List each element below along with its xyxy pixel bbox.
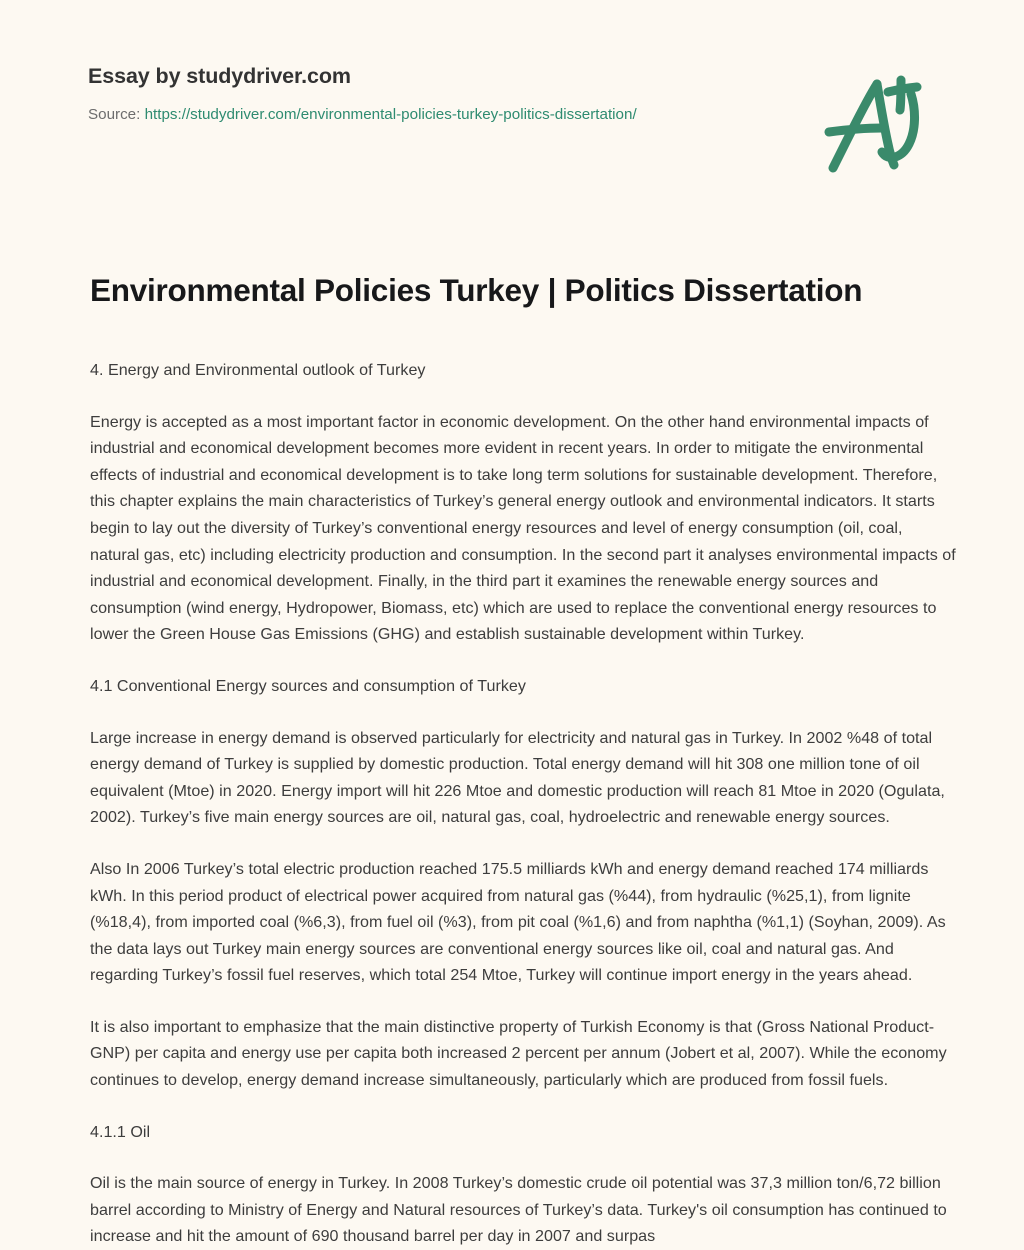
section-heading: 4. Energy and Environmental outlook of Turkey <box>90 361 426 379</box>
source-label: Source: <box>88 105 141 123</box>
a-plus-logo[interactable] <box>812 70 932 178</box>
section-heading: 4.1.1 Oil <box>90 1122 151 1141</box>
body-paragraph: Oil is the main source of energy in Turkey. In 2008 Turkey’s domestic crude oil potential was 37,3 million ton/6,72 billion barrel according to Ministry of Energy and Natural resources of Turkey’s data. Turkey's oil consumption has continued to increase and hit the amount of 690 thousand barrel per day in 2007 and surpas <box>90 1174 947 1246</box>
body-paragraph: Large increase in energy demand is observed particularly for electricity and natural gas in Turkey. In 2002 %48 of total energy demand of Turkey is supplied by domestic production. Total energy demand will hit 308 one million tone of oil equivalent (Mtoe) in 2020. Energy import will hit 226 Mtoe and domestic production will reach 81 Mtoe in 2020 (Ogulata, 2002). Turkey’s five main energy sources are oil, natural gas, coal, hydroelectric and renewable energy sources. <box>90 728 945 827</box>
page-title: Environmental Policies Turkey | Politics Dissertation <box>90 272 863 309</box>
body-paragraph: Also In 2006 Turkey’s total electric production reached 175.5 milliards kWh and energy demand reached 174 milliards kWh. In this period product of electrical power acquired from natural gas (%44), from hydraulic (%25,1), from lignite (%18,4), from imported coal (%6,3), from fuel oil (%3), from pit coal (%1,6) and from naphtha (%1,1) (Soyhan, 2009). As the data lays out Turkey main energy sources are conventional energy sources like oil, coal and natural gas. And regarding Turkey’s fossil fuel reserves, which total 254 Mtoe, Turkey will continue import energy in the years ahead. <box>90 859 946 985</box>
body-paragraph: It is also important to emphasize that the main distinctive property of Turkish Economy is that (Gross National Product-GNP) per capita and energy use per capita both increased 2 percent per annum (Jobert et al, 2007). While the economy continues to develop, energy demand increase simultaneously, particularly which are produced from fossil fuels. <box>90 1017 947 1090</box>
article-body <box>90 357 956 1250</box>
body-paragraph: Energy is accepted as a most important factor in economic development. On the other hand environmental impacts of industrial and economical development becomes more evident in recent years. In order to mitigate the environmental effects of industrial and economical development is to take long term solutions for sustainable development. Therefore, this chapter explains the main characteristics of Turkey’s general energy outlook and environmental indicators. It starts begin to lay out the diversity of Turkey’s conventional energy resources and level of energy consumption (oil, coal, natural gas, etc) including electricity production and consumption. In the second part it analyses environmental impacts of industrial and economical development. Finally, in the third part it examines the renewable energy sources and consumption (wind energy, Hydropower, Biomass, etc) which are used to replace the conventional energy resources to lower the Green House Gas Emissions (GHG) and establish sustainable development within Turkey. <box>90 412 956 644</box>
section-heading: 4.1 Conventional Energy sources and consumption of Turkey <box>90 676 526 695</box>
brand-byline: Essay by studydriver.com <box>88 64 351 88</box>
source-url-link[interactable]: https://studydriver.com/environmental-policies-turkey-politics-dissertation/ <box>144 105 637 123</box>
